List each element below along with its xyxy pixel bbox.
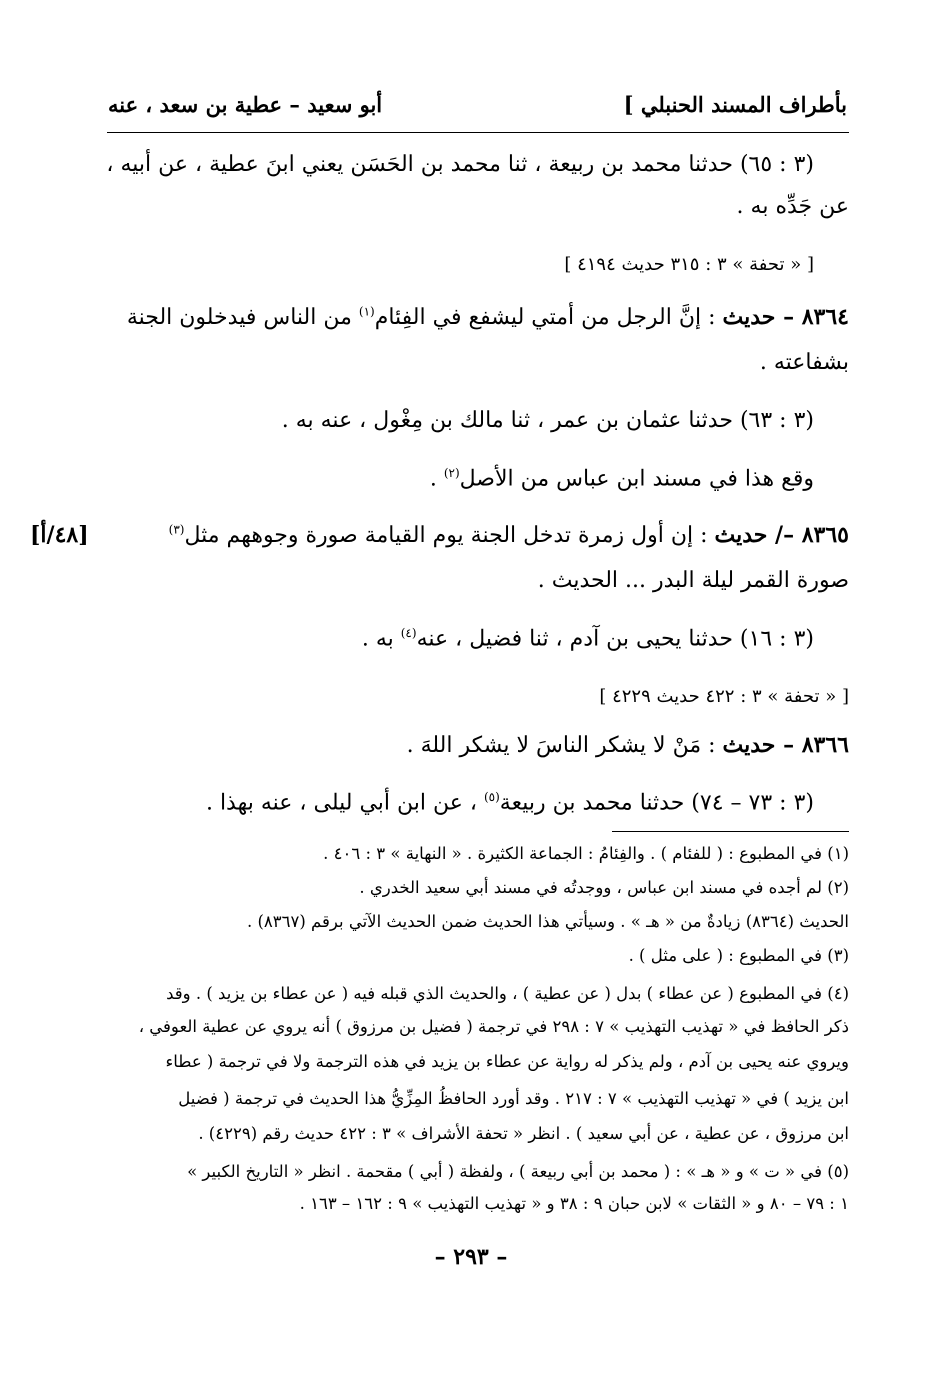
hadith-8365 bbox=[169, 522, 849, 548]
hadith-number: ٨٣٦٥ –/ bbox=[767, 522, 849, 548]
footnote-4-line-3: ويروي عنه يحيى بن آدم ، ولم يذكر له رواية عن عطاء بن يزيد في هذه الترجمة ولا في ترجمة ( عطاء bbox=[165, 1052, 849, 1071]
header-rule bbox=[107, 132, 849, 133]
footnote-4-line-5: ابن مرزوق ، عن عطية ، عن أبي سعيد ) . انظر « تحفة الأشراف » ٣ : ٤٢٢ حديث رقم (٤٢٢٩) . bbox=[198, 1124, 849, 1143]
footnote-3: (٣) في المطبوع : ( على مثل ) . bbox=[628, 946, 849, 965]
chain-text-end: ، عن ابن أبي ليلى ، عنه بهذا . bbox=[205, 790, 484, 816]
chain-text-end: به . bbox=[361, 626, 401, 652]
footnote-5: (٥) في « ت » و « هـ » : ( محمد بن أبي ربيعة ) ، ولفظة ( أبي ) مقحمة . انظر « التاريخ الكبير » bbox=[187, 1162, 849, 1181]
chain-line-65-cont: عن جَدِّه به . bbox=[736, 194, 849, 219]
tuhfa-reference-2: [ « تحفة » ٣ : ٤٢٢ حديث ٤٢٢٩ ] bbox=[599, 686, 849, 707]
chain-text: (٣ : ٧٣ – ٧٤) حدثنا محمد بن ربيعة bbox=[499, 790, 814, 816]
hadith-text-cont: من الناس فيدخلون الجنة bbox=[126, 305, 359, 330]
footnote-marker-2: (٢) bbox=[443, 466, 460, 480]
footnote-4: (٤) في المطبوع ( عن عطاء ) بدل ( عن عطية ) ، والحديث الذي قبله فيه ( عن عطاء بن يزيد ) . وقد bbox=[166, 984, 849, 1003]
manuscript-folio-marker: [٤٨/أ] bbox=[30, 522, 89, 548]
hadith-text: : إن أول زمرة تدخل الجنة يوم القيامة صورة وجوههم مثل bbox=[184, 523, 715, 548]
footnote-4-line-4: ابن يزيد ) في « تهذيب التهذيب » ٧ : ٢١٧ . وقد أورد الحافظُ المِزِّيُّ هذا الحديث في ترجمة ( فضيل bbox=[178, 1089, 849, 1108]
chain-text: (٣ : ١٦) حدثنا يحيى بن آدم ، ثنا فضيل ، عنه bbox=[416, 626, 814, 652]
hadith-label: حديث bbox=[714, 522, 768, 548]
footnote-marker-3: (٣) bbox=[168, 522, 185, 537]
footnote-5-line-2: ١ : ٧٩ – ٨٠ و « الثقات » لابن حبان ٩ : ٣٨ و « تهذيب التهذيب » ٩ : ١٦٢ – ١٦٣ . bbox=[299, 1194, 849, 1213]
running-header-title: بأطراف المسند الحنبلي ] bbox=[623, 92, 847, 117]
note-text: وقع هذا في مسند ابن عباس من الأصل bbox=[459, 466, 814, 492]
chain-line-16 bbox=[362, 626, 814, 651]
hadith-number: ٨٣٦٦ – bbox=[775, 732, 849, 758]
narrator-name: أبو سعيد bbox=[307, 92, 383, 117]
hadith-8364 bbox=[127, 304, 849, 330]
footnote-1: (١) في المطبوع : ( للفئام ) . والفِئامُ : الجماعة الكثيرة . « النهاية » ٣ : ٤٠٦ . bbox=[323, 844, 849, 863]
chain-line-63: (٣ : ٦٣) حدثنا عثمان بن عمر ، ثنا مالك بن مِغْول ، عنه به . bbox=[281, 408, 814, 433]
footnote-marker-4: (٤) bbox=[400, 626, 417, 640]
hadith-8366 bbox=[407, 732, 849, 758]
hadith-text: : إنَّ الرجل من أمتي ليشفع في الفِئام bbox=[374, 305, 723, 330]
footnote-2: (٢) لم أجده في مسند ابن عباس ، ووجدتُه في مسند أبي سعيد الخدري . bbox=[359, 878, 849, 897]
hadith-label: حديث bbox=[722, 732, 776, 758]
footnote-4-line-2: ذكر الحافظ في « تهذيب التهذيب » ٧ : ٢٩٨ في ترجمة ( فضيل بن مرزوق ) أنه يروي عن عطية العوفي ، bbox=[138, 1017, 849, 1036]
chain-line-73 bbox=[206, 790, 814, 815]
note-line-ibn-abbas bbox=[430, 466, 814, 491]
footnote-marker-5: (٥) bbox=[483, 790, 500, 804]
hadith-8364-cont: بشفاعته . bbox=[759, 350, 849, 375]
chain-line-65: (٣ : ٦٥) حدثنا محمد بن ربيعة ، ثنا محمد بن الحَسَن يعني ابنَ عطية ، عن أبيه ، bbox=[106, 152, 814, 177]
running-header-narrator bbox=[108, 92, 382, 117]
footnote-separator bbox=[612, 831, 849, 832]
note-text-end: . bbox=[429, 466, 444, 492]
hadith-number: ٨٣٦٤ – bbox=[775, 304, 849, 330]
narrator-rest: – عطية بن سعد ، عنه bbox=[108, 92, 308, 117]
page-number: – ٢٩٣ – bbox=[434, 1244, 508, 1270]
hadith-text: : مَنْ لا يشكر الناسَ لا يشكر اللهَ . bbox=[406, 733, 723, 758]
hadith-8365-cont: صورة القمر ليلة البدر ... الحديث . bbox=[537, 568, 849, 593]
footnote-marker-1: (١) bbox=[358, 304, 375, 319]
footnote-2-cont: الحديث (٨٣٦٤) زيادةٌ من « هـ » . وسيأتي هذا الحديث ضمن الحديث الآتي برقم (٨٣٦٧) . bbox=[246, 912, 849, 931]
hadith-label: حديث bbox=[722, 304, 776, 330]
tuhfa-reference-1: [ « تحفة » ٣ : ٣١٥ حديث ٤١٩٤ ] bbox=[564, 254, 814, 275]
